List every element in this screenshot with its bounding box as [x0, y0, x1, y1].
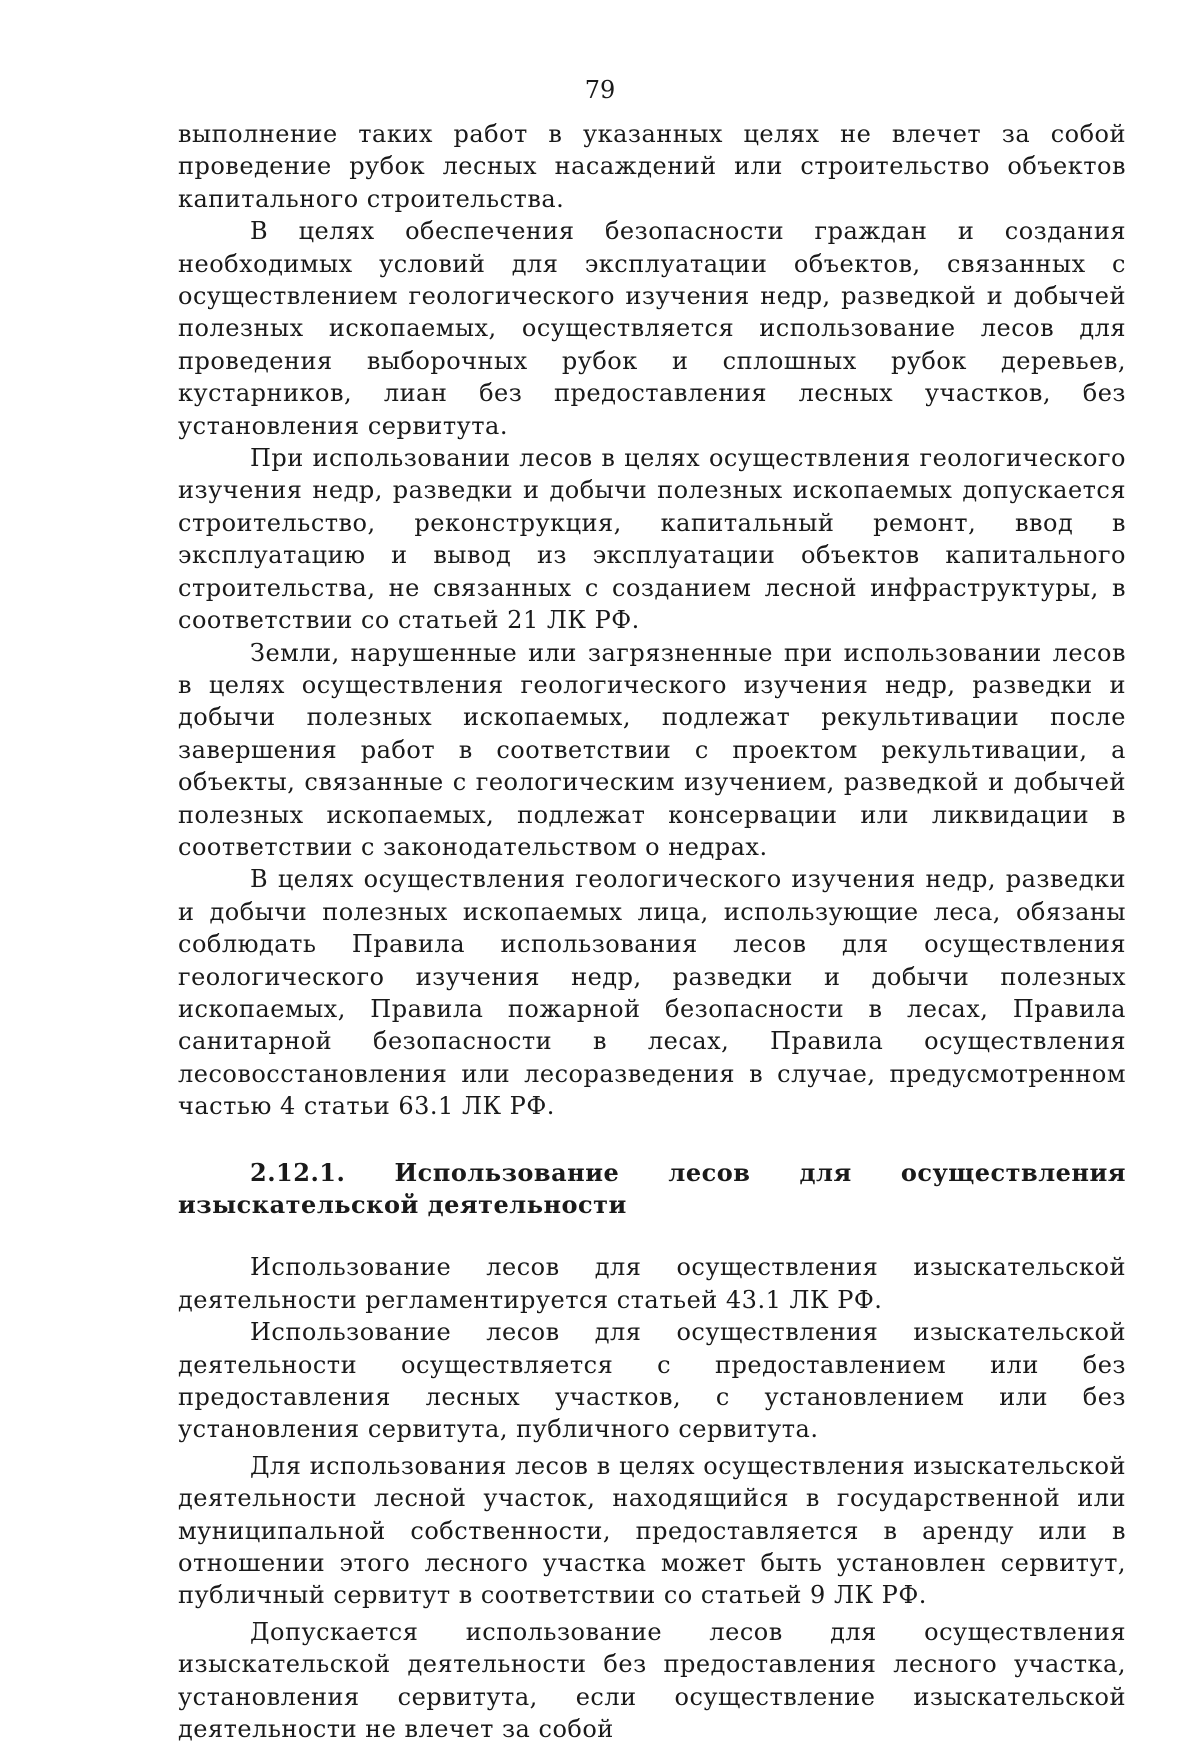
paragraph: В целях осуществления геологического изучения недр, разведки и добычи полезных ископаемых лица, использующие леса, обязаны соблюдать Правила использования лесов для осуществления геологического изучения недр, разведки и добычи полезных ископаемых, Правила пожарной безопасности в лесах, Правила санитарной безопасности в лесах, Правила осуществления лесовосстановления или лесоразведения в случае, предусмотренном частью 4 статьи 63.1 ЛК РФ. — [178, 865, 1126, 1121]
paragraph: Использование лесов для осуществления изыскательской деятельности осуществляется с предоставлением или без предоставления лесных участков, с установлением или без установления сервитута, публичного сервитута. — [178, 1318, 1126, 1444]
document-body — [178, 118, 1126, 1746]
paragraph: Земли, нарушенные или загрязненные при использовании лесов в целях осуществления геологического изучения недр, разведки и добычи полезных ископаемых, подлежат рекультивации после завершения работ в соответствии с проектом рекультивации, а объекты, связанные с геологическим изучением, разведкой и добычей полезных ископаемых, подлежат консервации или ликвидации в соответствии с законодательством о недрах. — [178, 638, 1126, 861]
paragraph: В целях обеспечения безопасности граждан и создания необходимых условий для эксплуатации объектов, связанных с осуществлением геологического изучения недр, разведкой и добычей полезных ископаемых, осуществляется использование лесов для проведения выборочных рубок и сплошных рубок деревьев, кустарников, лиан без предоставления лесных участков, без установления сервитута. — [178, 217, 1126, 440]
page-number: 79 — [584, 76, 616, 104]
section-heading: 2.12.1. Использование лесов для осуществления изыскательской деятельности — [178, 1157, 1126, 1219]
paragraph: Для использования лесов в целях осуществления изыскательской деятельности лесной участок, находящийся в государственной или муниципальной собственности, предоставляется в аренду или в отношении этого лесного участка может быть установлен сервитут, публичный сервитут в соответствии со статьей 9 ЛК РФ. — [178, 1451, 1126, 1610]
paragraph: Допускается использование лесов для осуществления изыскательской деятельности без предоставления лесного участка, установления сервитута, если осуществление изыскательской деятельности не влечет за собой — [178, 1617, 1126, 1744]
paragraph: При использовании лесов в целях осуществления геологического изучения недр, разведки и добычи полезных ископаемых допускается строительство, реконструкция, капитальный ремонт, ввод в эксплуатацию и вывод из эксплуатации объектов капитального строительства, не связанных с созданием лесной инфраструктуры, в соответствии со статьей 21 ЛК РФ. — [178, 444, 1126, 635]
paragraph: Использование лесов для осуществления изыскательской деятельности регламентируется статьей 43.1 ЛК РФ. — [178, 1253, 1126, 1314]
paragraph-continuation: выполнение таких работ в указанных целях не влечет за собой проведение рубок лесных насаждений или строительство объектов капитального строительства. — [178, 120, 1126, 213]
